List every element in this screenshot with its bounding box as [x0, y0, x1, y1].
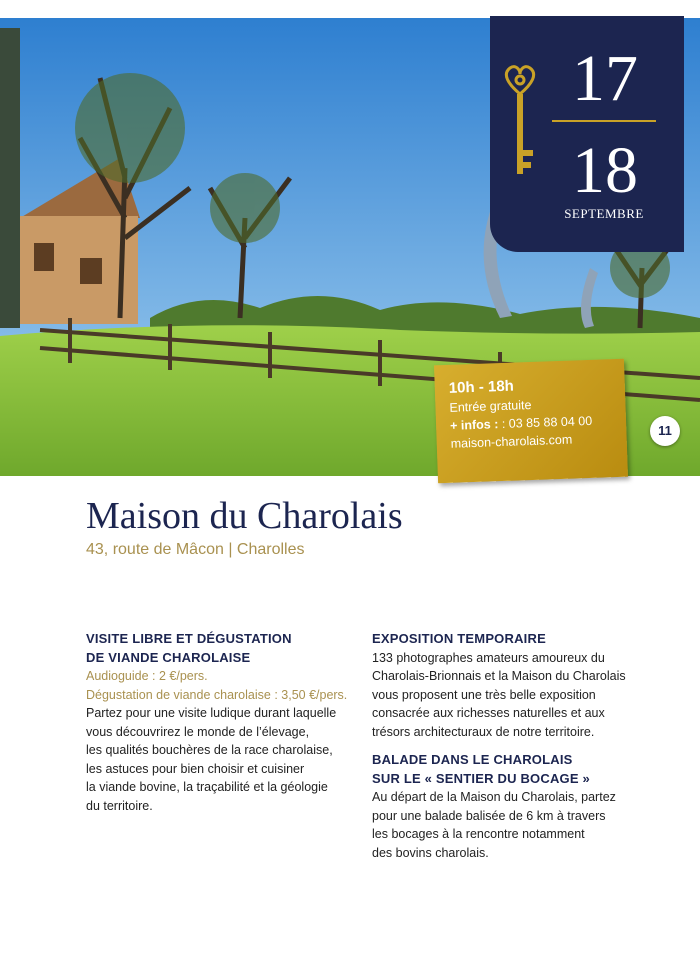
- exposition-line: vous proposent une très belle exposition: [372, 687, 596, 702]
- info-box: [434, 359, 628, 484]
- infos-label: + infos :: [449, 417, 499, 433]
- visite-line: les qualités bouchères de la race charolaise,: [86, 743, 333, 757]
- balade-line: les bocages à la rencontre notamment: [372, 827, 585, 841]
- exposition-line: Charolais-Brionnais et la Maison du Charolais: [372, 669, 626, 683]
- visite-line: les astuces pour bien choisir et cuisiner: [86, 761, 305, 776]
- section-gap: [372, 741, 654, 751]
- visite-heading-2: DE VIANDE CHAROLAISE: [86, 649, 251, 665]
- exposition-line: trésors architecturaux de notre territoire.: [372, 724, 595, 739]
- date-box: [490, 16, 684, 252]
- date-month: SEPTEMBRE: [564, 206, 644, 221]
- page-title: Maison du Charolais: [86, 495, 403, 537]
- visite-price-degustation: Dégustation de viande charolaise : 3,50 €/pers.: [86, 687, 348, 702]
- phone-number: : 03 85 88 04 00: [501, 413, 593, 432]
- website-link[interactable]: maison-charolais.com: [450, 432, 573, 451]
- exposition-line: consacrée aux richesses naturelles et aux: [372, 706, 605, 720]
- date-end: 18: [572, 134, 638, 207]
- exposition-heading: EXPOSITION TEMPORAIRE: [372, 631, 546, 646]
- column-left: [86, 630, 368, 815]
- column-right: [372, 630, 654, 862]
- balade-heading-2: SUR LE « SENTIER DU BOCAGE »: [372, 770, 590, 786]
- date-start: 17: [572, 42, 638, 115]
- balade-heading-1: BALADE DANS LE CHAROLAIS: [372, 752, 573, 767]
- visite-line: du territoire.: [86, 798, 153, 813]
- opening-hours: 10h - 18h: [448, 377, 515, 397]
- visite-line: la viande bovine, la traçabilité et la géologie: [86, 780, 328, 794]
- visite-heading-1: VISITE LIBRE ET DÉGUSTATION: [86, 631, 292, 646]
- balade-line: pour une balade balisée de 6 km à travers: [372, 808, 606, 823]
- exposition-line: 133 photographes amateurs amoureux du: [372, 650, 605, 665]
- date-divider: [552, 120, 656, 122]
- key-icon: [498, 64, 542, 182]
- address: 43, route de Mâcon | Charolles: [86, 541, 305, 558]
- visite-line: vous découvrirez le monde de l’élevage,: [86, 724, 310, 739]
- balade-line: des bovins charolais.: [372, 845, 489, 860]
- visite-line: Partez pour une visite ludique durant laquelle: [86, 706, 337, 720]
- entry-info: Entrée gratuite: [449, 397, 532, 415]
- balade-line: Au départ de la Maison du Charolais, partez: [372, 790, 616, 804]
- visite-price-audioguide: Audioguide : 2 €/pers.: [86, 669, 208, 683]
- page-number-badge: 11: [650, 416, 680, 446]
